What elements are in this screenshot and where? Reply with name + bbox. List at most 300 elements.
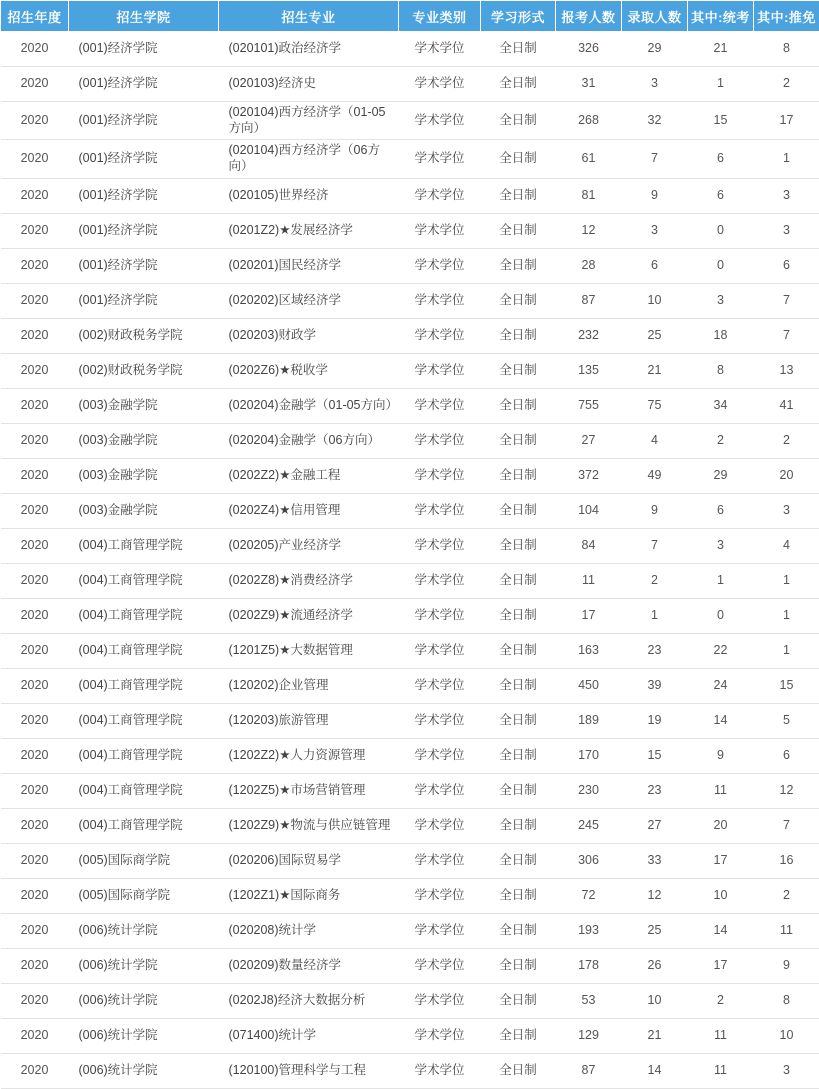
- cell-exemption: 20: [754, 458, 819, 493]
- cell-study-form: 全日制: [481, 353, 556, 388]
- cell-admitted: 23: [622, 633, 688, 668]
- cell-major: (020208)统计学: [219, 913, 399, 948]
- cell-college: (006)统计学院: [69, 913, 219, 948]
- cell-unified-exam: 8: [688, 353, 754, 388]
- cell-study-form: 全日制: [481, 983, 556, 1018]
- cell-applicants: 450: [556, 668, 622, 703]
- cell-college: (004)工商管理学院: [69, 598, 219, 633]
- cell-admitted: 3: [622, 213, 688, 248]
- table-row: [1, 283, 819, 318]
- cell-major: (020205)产业经济学: [219, 528, 399, 563]
- cell-unified-exam: 3: [688, 283, 754, 318]
- cell-degree-type: 学术学位: [399, 948, 481, 983]
- table-row: [1, 213, 819, 248]
- cell-college: (006)统计学院: [69, 983, 219, 1018]
- cell-unified-exam: 24: [688, 668, 754, 703]
- cell-unified-exam: 34: [688, 388, 754, 423]
- table-row: [1, 388, 819, 423]
- table-row: [1, 353, 819, 388]
- cell-major: (020206)国际贸易学: [219, 843, 399, 878]
- cell-study-form: 全日制: [481, 67, 556, 102]
- cell-year: 2020: [1, 703, 69, 738]
- cell-exemption: 7: [754, 318, 819, 353]
- cell-degree-type: 学术学位: [399, 493, 481, 528]
- cell-study-form: 全日制: [481, 318, 556, 353]
- cell-major: (020101)政治经济学: [219, 32, 399, 67]
- cell-degree-type: 学术学位: [399, 913, 481, 948]
- cell-college: (001)经济学院: [69, 248, 219, 283]
- cell-unified-exam: 11: [688, 1053, 754, 1088]
- cell-applicants: 104: [556, 493, 622, 528]
- cell-year: 2020: [1, 738, 69, 773]
- cell-college: (004)工商管理学院: [69, 668, 219, 703]
- cell-admitted: 9: [622, 493, 688, 528]
- column-header-major: 招生专业: [219, 1, 399, 32]
- cell-major: (1201Z5)★大数据管理: [219, 633, 399, 668]
- cell-degree-type: 学术学位: [399, 140, 481, 178]
- cell-admitted: 25: [622, 318, 688, 353]
- cell-exemption: 10: [754, 1018, 819, 1053]
- cell-college: (003)金融学院: [69, 493, 219, 528]
- cell-year: 2020: [1, 388, 69, 423]
- cell-applicants: 87: [556, 1053, 622, 1088]
- cell-exemption: 6: [754, 248, 819, 283]
- cell-degree-type: 学术学位: [399, 458, 481, 493]
- cell-applicants: 12: [556, 213, 622, 248]
- cell-exemption: 2: [754, 67, 819, 102]
- cell-college: (001)经济学院: [69, 32, 219, 67]
- cell-year: 2020: [1, 67, 69, 102]
- cell-exemption: 9: [754, 948, 819, 983]
- cell-unified-exam: 15: [688, 102, 754, 140]
- cell-degree-type: 学术学位: [399, 102, 481, 140]
- table-row: [1, 703, 819, 738]
- cell-unified-exam: 1: [688, 67, 754, 102]
- cell-unified-exam: 11: [688, 1018, 754, 1053]
- cell-year: 2020: [1, 948, 69, 983]
- cell-degree-type: 学术学位: [399, 633, 481, 668]
- cell-exemption: 15: [754, 668, 819, 703]
- cell-admitted: 27: [622, 808, 688, 843]
- cell-college: (003)金融学院: [69, 388, 219, 423]
- cell-admitted: 15: [622, 738, 688, 773]
- table-row: [1, 318, 819, 353]
- cell-college: (004)工商管理学院: [69, 633, 219, 668]
- cell-unified-exam: 6: [688, 140, 754, 178]
- cell-exemption: 1: [754, 563, 819, 598]
- cell-study-form: 全日制: [481, 878, 556, 913]
- column-header-year: 招生年度: [1, 1, 69, 32]
- cell-exemption: 3: [754, 493, 819, 528]
- cell-degree-type: 学术学位: [399, 598, 481, 633]
- cell-admitted: 6: [622, 248, 688, 283]
- cell-major: (0202Z8)★消费经济学: [219, 563, 399, 598]
- table-header: [1, 1, 819, 32]
- cell-admitted: 19: [622, 703, 688, 738]
- cell-major: (120202)企业管理: [219, 668, 399, 703]
- cell-major: (020201)国民经济学: [219, 248, 399, 283]
- cell-year: 2020: [1, 493, 69, 528]
- column-header-exemption: 其中:推免: [754, 1, 819, 32]
- cell-applicants: 17: [556, 598, 622, 633]
- cell-year: 2020: [1, 633, 69, 668]
- cell-year: 2020: [1, 1053, 69, 1088]
- cell-applicants: 306: [556, 843, 622, 878]
- cell-study-form: 全日制: [481, 913, 556, 948]
- cell-study-form: 全日制: [481, 528, 556, 563]
- cell-admitted: 10: [622, 983, 688, 1018]
- cell-applicants: 232: [556, 318, 622, 353]
- cell-unified-exam: 6: [688, 493, 754, 528]
- column-header-degree-type: 专业类别: [399, 1, 481, 32]
- table-row: [1, 423, 819, 458]
- cell-admitted: 21: [622, 1018, 688, 1053]
- cell-college: (003)金融学院: [69, 423, 219, 458]
- cell-major: (1202Z5)★市场营销管理: [219, 773, 399, 808]
- cell-exemption: 1: [754, 140, 819, 178]
- cell-study-form: 全日制: [481, 458, 556, 493]
- table-row: [1, 913, 819, 948]
- cell-year: 2020: [1, 423, 69, 458]
- cell-admitted: 7: [622, 140, 688, 178]
- cell-study-form: 全日制: [481, 1053, 556, 1088]
- cell-study-form: 全日制: [481, 633, 556, 668]
- cell-major: (020105)世界经济: [219, 178, 399, 213]
- cell-major: (020203)财政学: [219, 318, 399, 353]
- cell-applicants: 245: [556, 808, 622, 843]
- cell-study-form: 全日制: [481, 668, 556, 703]
- cell-exemption: 2: [754, 423, 819, 458]
- cell-degree-type: 学术学位: [399, 248, 481, 283]
- cell-major: (0202Z6)★税收学: [219, 353, 399, 388]
- cell-applicants: 53: [556, 983, 622, 1018]
- cell-exemption: 8: [754, 32, 819, 67]
- cell-applicants: 755: [556, 388, 622, 423]
- table-row: [1, 948, 819, 983]
- cell-applicants: 326: [556, 32, 622, 67]
- cell-major: (0202J8)经济大数据分析: [219, 983, 399, 1018]
- cell-unified-exam: 0: [688, 213, 754, 248]
- cell-college: (004)工商管理学院: [69, 773, 219, 808]
- cell-study-form: 全日制: [481, 843, 556, 878]
- cell-college: (004)工商管理学院: [69, 528, 219, 563]
- cell-applicants: 27: [556, 423, 622, 458]
- cell-exemption: 12: [754, 773, 819, 808]
- cell-degree-type: 学术学位: [399, 773, 481, 808]
- cell-year: 2020: [1, 353, 69, 388]
- cell-applicants: 135: [556, 353, 622, 388]
- cell-major: (020204)金融学（06方向）: [219, 423, 399, 458]
- cell-college: (006)统计学院: [69, 1053, 219, 1088]
- cell-degree-type: 学术学位: [399, 178, 481, 213]
- table-header-row: [1, 1, 819, 32]
- cell-major: (020209)数量经济学: [219, 948, 399, 983]
- table-row: [1, 248, 819, 283]
- cell-degree-type: 学术学位: [399, 213, 481, 248]
- cell-unified-exam: 0: [688, 598, 754, 633]
- cell-major: (020202)区域经济学: [219, 283, 399, 318]
- cell-college: (001)经济学院: [69, 283, 219, 318]
- cell-college: (004)工商管理学院: [69, 738, 219, 773]
- cell-college: (006)统计学院: [69, 1018, 219, 1053]
- cell-degree-type: 学术学位: [399, 283, 481, 318]
- cell-admitted: 39: [622, 668, 688, 703]
- cell-unified-exam: 22: [688, 633, 754, 668]
- table-row: [1, 493, 819, 528]
- cell-applicants: 189: [556, 703, 622, 738]
- cell-study-form: 全日制: [481, 773, 556, 808]
- cell-year: 2020: [1, 808, 69, 843]
- cell-exemption: 16: [754, 843, 819, 878]
- cell-year: 2020: [1, 843, 69, 878]
- cell-applicants: 31: [556, 67, 622, 102]
- cell-degree-type: 学术学位: [399, 528, 481, 563]
- cell-exemption: 7: [754, 808, 819, 843]
- cell-degree-type: 学术学位: [399, 843, 481, 878]
- cell-year: 2020: [1, 318, 69, 353]
- cell-degree-type: 学术学位: [399, 808, 481, 843]
- cell-college: (004)工商管理学院: [69, 563, 219, 598]
- table-row: [1, 32, 819, 67]
- cell-study-form: 全日制: [481, 102, 556, 140]
- cell-year: 2020: [1, 1018, 69, 1053]
- cell-exemption: 1: [754, 633, 819, 668]
- cell-college: (001)经济学院: [69, 213, 219, 248]
- table-row: [1, 140, 819, 178]
- table-row: [1, 843, 819, 878]
- cell-year: 2020: [1, 248, 69, 283]
- cell-unified-exam: 6: [688, 178, 754, 213]
- cell-study-form: 全日制: [481, 493, 556, 528]
- table-row: [1, 563, 819, 598]
- cell-admitted: 26: [622, 948, 688, 983]
- cell-admitted: 14: [622, 1053, 688, 1088]
- cell-major: (0202Z4)★信用管理: [219, 493, 399, 528]
- cell-study-form: 全日制: [481, 808, 556, 843]
- cell-admitted: 10: [622, 283, 688, 318]
- cell-study-form: 全日制: [481, 388, 556, 423]
- cell-degree-type: 学术学位: [399, 703, 481, 738]
- cell-admitted: 3: [622, 67, 688, 102]
- cell-year: 2020: [1, 913, 69, 948]
- cell-study-form: 全日制: [481, 1018, 556, 1053]
- cell-exemption: 3: [754, 1053, 819, 1088]
- cell-degree-type: 学术学位: [399, 1018, 481, 1053]
- cell-study-form: 全日制: [481, 948, 556, 983]
- cell-degree-type: 学术学位: [399, 67, 481, 102]
- cell-major: (1202Z2)★人力资源管理: [219, 738, 399, 773]
- cell-admitted: 75: [622, 388, 688, 423]
- cell-applicants: 84: [556, 528, 622, 563]
- cell-admitted: 23: [622, 773, 688, 808]
- cell-admitted: 49: [622, 458, 688, 493]
- cell-applicants: 28: [556, 248, 622, 283]
- cell-year: 2020: [1, 458, 69, 493]
- cell-degree-type: 学术学位: [399, 32, 481, 67]
- table-row: [1, 808, 819, 843]
- cell-college: (001)经济学院: [69, 140, 219, 178]
- cell-college: (005)国际商学院: [69, 878, 219, 913]
- cell-major: (0202Z2)★金融工程: [219, 458, 399, 493]
- cell-major: (020103)经济史: [219, 67, 399, 102]
- table-row: [1, 458, 819, 493]
- cell-year: 2020: [1, 283, 69, 318]
- cell-college: (005)国际商学院: [69, 843, 219, 878]
- cell-degree-type: 学术学位: [399, 423, 481, 458]
- cell-college: (006)统计学院: [69, 948, 219, 983]
- cell-college: (004)工商管理学院: [69, 703, 219, 738]
- table-row: [1, 1018, 819, 1053]
- cell-unified-exam: 2: [688, 983, 754, 1018]
- table-row: [1, 633, 819, 668]
- cell-applicants: 163: [556, 633, 622, 668]
- cell-unified-exam: 17: [688, 843, 754, 878]
- cell-year: 2020: [1, 528, 69, 563]
- cell-unified-exam: 14: [688, 703, 754, 738]
- cell-year: 2020: [1, 983, 69, 1018]
- cell-college: (002)财政税务学院: [69, 318, 219, 353]
- cell-study-form: 全日制: [481, 703, 556, 738]
- cell-year: 2020: [1, 773, 69, 808]
- cell-admitted: 2: [622, 563, 688, 598]
- cell-study-form: 全日制: [481, 738, 556, 773]
- cell-unified-exam: 14: [688, 913, 754, 948]
- column-header-admitted: 录取人数: [622, 1, 688, 32]
- column-header-college: 招生学院: [69, 1, 219, 32]
- cell-unified-exam: 10: [688, 878, 754, 913]
- cell-major: (020204)金融学（01-05方向）: [219, 388, 399, 423]
- cell-major: (0202Z9)★流通经济学: [219, 598, 399, 633]
- cell-college: (003)金融学院: [69, 458, 219, 493]
- cell-major: (120100)管理科学与工程: [219, 1053, 399, 1088]
- cell-admitted: 29: [622, 32, 688, 67]
- table-row: [1, 1053, 819, 1088]
- cell-unified-exam: 29: [688, 458, 754, 493]
- cell-college: (001)经济学院: [69, 178, 219, 213]
- cell-degree-type: 学术学位: [399, 738, 481, 773]
- cell-applicants: 61: [556, 140, 622, 178]
- cell-applicants: 129: [556, 1018, 622, 1053]
- cell-major: (120203)旅游管理: [219, 703, 399, 738]
- cell-exemption: 13: [754, 353, 819, 388]
- cell-unified-exam: 0: [688, 248, 754, 283]
- cell-applicants: 87: [556, 283, 622, 318]
- cell-year: 2020: [1, 668, 69, 703]
- table-row: [1, 983, 819, 1018]
- cell-admitted: 21: [622, 353, 688, 388]
- cell-unified-exam: 21: [688, 32, 754, 67]
- cell-applicants: 178: [556, 948, 622, 983]
- cell-unified-exam: 18: [688, 318, 754, 353]
- cell-degree-type: 学术学位: [399, 668, 481, 703]
- cell-admitted: 33: [622, 843, 688, 878]
- cell-exemption: 7: [754, 283, 819, 318]
- cell-admitted: 32: [622, 102, 688, 140]
- column-header-study-form: 学习形式: [481, 1, 556, 32]
- cell-major: (071400)统计学: [219, 1018, 399, 1053]
- cell-degree-type: 学术学位: [399, 1053, 481, 1088]
- table-row: [1, 528, 819, 563]
- cell-year: 2020: [1, 598, 69, 633]
- cell-unified-exam: 3: [688, 528, 754, 563]
- table-row: [1, 67, 819, 102]
- cell-unified-exam: 20: [688, 808, 754, 843]
- cell-unified-exam: 2: [688, 423, 754, 458]
- cell-study-form: 全日制: [481, 598, 556, 633]
- cell-year: 2020: [1, 563, 69, 598]
- cell-major: (0201Z2)★发展经济学: [219, 213, 399, 248]
- table-row: [1, 178, 819, 213]
- cell-exemption: 41: [754, 388, 819, 423]
- cell-applicants: 170: [556, 738, 622, 773]
- cell-applicants: 81: [556, 178, 622, 213]
- cell-admitted: 4: [622, 423, 688, 458]
- cell-college: (001)经济学院: [69, 67, 219, 102]
- cell-year: 2020: [1, 140, 69, 178]
- cell-major: (1202Z9)★物流与供应链管理: [219, 808, 399, 843]
- column-header-unified-exam: 其中:统考: [688, 1, 754, 32]
- column-header-applicants: 报考人数: [556, 1, 622, 32]
- cell-major: (020104)西方经济学（01-05方向）: [219, 102, 399, 140]
- cell-study-form: 全日制: [481, 178, 556, 213]
- cell-college: (004)工商管理学院: [69, 808, 219, 843]
- cell-major: (020104)西方经济学（06方向）: [219, 140, 399, 178]
- table-row: [1, 102, 819, 140]
- cell-applicants: 372: [556, 458, 622, 493]
- cell-admitted: 7: [622, 528, 688, 563]
- cell-year: 2020: [1, 178, 69, 213]
- cell-exemption: 17: [754, 102, 819, 140]
- cell-applicants: 72: [556, 878, 622, 913]
- cell-year: 2020: [1, 102, 69, 140]
- cell-admitted: 1: [622, 598, 688, 633]
- cell-exemption: 8: [754, 983, 819, 1018]
- table-row: [1, 738, 819, 773]
- cell-degree-type: 学术学位: [399, 878, 481, 913]
- cell-exemption: 11: [754, 913, 819, 948]
- cell-applicants: 193: [556, 913, 622, 948]
- cell-study-form: 全日制: [481, 248, 556, 283]
- table-row: [1, 773, 819, 808]
- cell-degree-type: 学术学位: [399, 563, 481, 598]
- cell-study-form: 全日制: [481, 140, 556, 178]
- cell-applicants: 11: [556, 563, 622, 598]
- cell-exemption: 1: [754, 598, 819, 633]
- cell-study-form: 全日制: [481, 423, 556, 458]
- cell-study-form: 全日制: [481, 283, 556, 318]
- cell-unified-exam: 17: [688, 948, 754, 983]
- cell-applicants: 230: [556, 773, 622, 808]
- cell-exemption: 2: [754, 878, 819, 913]
- cell-admitted: 9: [622, 178, 688, 213]
- cell-admitted: 12: [622, 878, 688, 913]
- cell-year: 2020: [1, 878, 69, 913]
- cell-exemption: 3: [754, 178, 819, 213]
- cell-degree-type: 学术学位: [399, 388, 481, 423]
- cell-degree-type: 学术学位: [399, 318, 481, 353]
- cell-applicants: 268: [556, 102, 622, 140]
- cell-degree-type: 学术学位: [399, 353, 481, 388]
- cell-unified-exam: 11: [688, 773, 754, 808]
- cell-exemption: 6: [754, 738, 819, 773]
- cell-major: (1202Z1)★国际商务: [219, 878, 399, 913]
- cell-degree-type: 学术学位: [399, 983, 481, 1018]
- cell-admitted: 25: [622, 913, 688, 948]
- table-row: [1, 598, 819, 633]
- table-row: [1, 668, 819, 703]
- cell-exemption: 5: [754, 703, 819, 738]
- cell-study-form: 全日制: [481, 32, 556, 67]
